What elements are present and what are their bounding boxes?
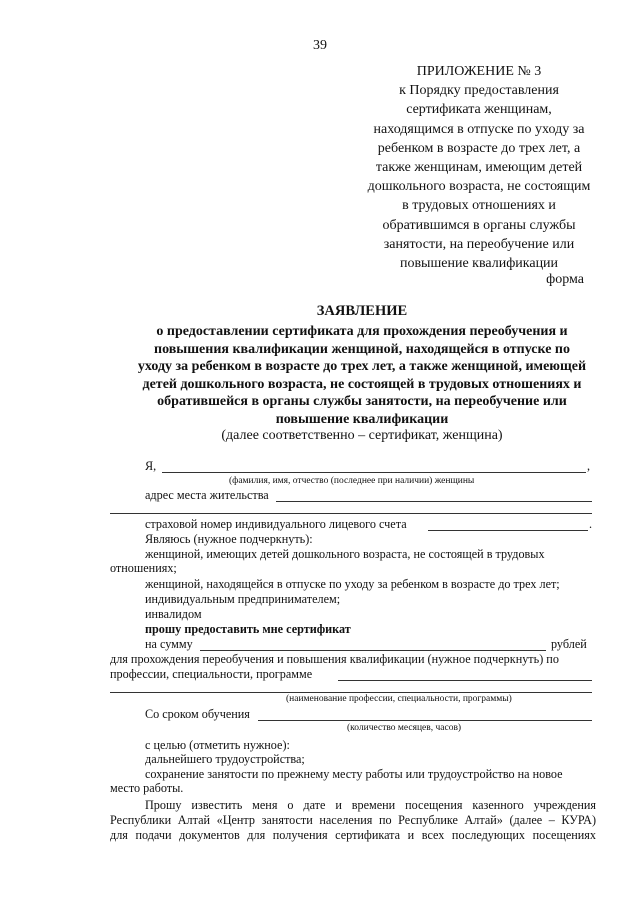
document-subnote: (далее соответственно – сертификат, женщина) xyxy=(221,428,503,443)
ya-label: Я, xyxy=(145,459,157,473)
status-option: женщиной, находящейся в отпуске по уходу за ребенком в возрасте до трех лет; xyxy=(145,577,560,591)
appendix-line: сертификата женщинам, xyxy=(406,102,552,118)
subtitle-line: о предоставлении сертификата для прохождения переобучения и xyxy=(156,324,568,339)
subtitle-line: детей дошкольного возраста, не состоящей в трудовых отношениях и xyxy=(142,376,582,392)
subtitle-line: повышение квалификации xyxy=(275,411,449,427)
notify-line: Республики Алтай «Центр занятости населения по Республике Алтай» (далее – КУРА) xyxy=(110,813,596,827)
status-option-cont: отношениях; xyxy=(110,561,177,575)
appendix-line: ребенком в возрасте до трех лет, а xyxy=(377,140,581,156)
rubles-label: рублей xyxy=(551,637,587,651)
snils-label: страховой номер индивидуального лицевого счета xyxy=(145,517,407,531)
snils-field[interactable] xyxy=(428,530,588,531)
fio-comma: , xyxy=(587,459,591,473)
notify-line: для подачи документов для получения сертификата и всех последующих посещениях xyxy=(110,828,596,842)
purpose-line: для прохождения переобучения и повышения квалификации (нужное подчеркнуть) по xyxy=(110,652,559,666)
status-option: инвалидом xyxy=(145,607,202,621)
appendix-line: занятости, на переобучение или xyxy=(383,236,575,252)
appendix-line: обратившимся в органы службы xyxy=(382,217,576,233)
appendix-line: в трудовых отношениях и xyxy=(402,198,556,214)
fio-field[interactable] xyxy=(162,472,586,473)
appendix-line: также женщинам, имеющим детей xyxy=(375,160,583,176)
page-number: 39 xyxy=(313,38,327,53)
subtitle-line: уходу за ребенком в возрасте до трех лет, а также женщиной, имеющей xyxy=(137,359,587,375)
term-field[interactable] xyxy=(258,720,592,721)
fio-hint: (фамилия, имя, отчество (последнее при наличии) женщины xyxy=(229,476,475,486)
sum-label: на сумму xyxy=(145,637,193,651)
sum-field[interactable] xyxy=(200,650,546,651)
appendix-line: дошкольного возраста, не состоящим xyxy=(367,179,591,195)
address-field-2[interactable] xyxy=(110,513,592,514)
form-label: форма xyxy=(546,272,584,287)
program-label: профессии, специальности, программе xyxy=(110,667,313,681)
request-text: прошу предоставить мне сертификат xyxy=(145,622,351,636)
snils-period: . xyxy=(589,517,593,531)
program-hint: (наименование профессии, специальности, программы) xyxy=(286,694,512,704)
goal-option-cont: место работы. xyxy=(110,781,184,795)
notify-line: Прошу известить меня о дате и времени посещения казенного учреждения xyxy=(145,798,596,812)
appendix-line: находящимся в отпуске по уходу за xyxy=(373,121,585,137)
subtitle-line: повышения квалификации женщиной, находящейся в отпуске по xyxy=(154,341,570,357)
goal-option: дальнейшего трудоустройства; xyxy=(145,752,305,766)
address-field[interactable] xyxy=(276,501,592,502)
appendix-line: повышение квалификации xyxy=(399,256,559,272)
status-label: Являюсь (нужное подчеркнуть): xyxy=(145,532,313,546)
appendix-line: к Порядку предоставления xyxy=(399,83,559,99)
address-label: адрес места жительства xyxy=(145,488,269,502)
term-label: Со сроком обучения xyxy=(145,707,250,721)
document-subtitle xyxy=(100,323,624,429)
appendix-header xyxy=(342,62,616,273)
program-field[interactable] xyxy=(338,680,592,681)
document-title: ЗАЯВЛЕНИЕ xyxy=(316,303,408,319)
program-field-2[interactable] xyxy=(110,692,592,693)
subtitle-line: обратившейся в органы службы занятости, на переобучение или xyxy=(157,394,567,410)
term-hint: (количество месяцев, часов) xyxy=(347,723,462,733)
appendix-line: ПРИЛОЖЕНИЕ № 3 xyxy=(416,64,542,79)
status-option: женщиной, имеющих детей дошкольного возраста, не состоящей в трудовых xyxy=(145,547,545,561)
status-option: индивидуальным предпринимателем; xyxy=(145,592,341,606)
goal-option: сохранение занятости по прежнему месту работы или трудоустройство на новое xyxy=(145,767,563,781)
goal-label: с целью (отметить нужное): xyxy=(145,738,290,752)
